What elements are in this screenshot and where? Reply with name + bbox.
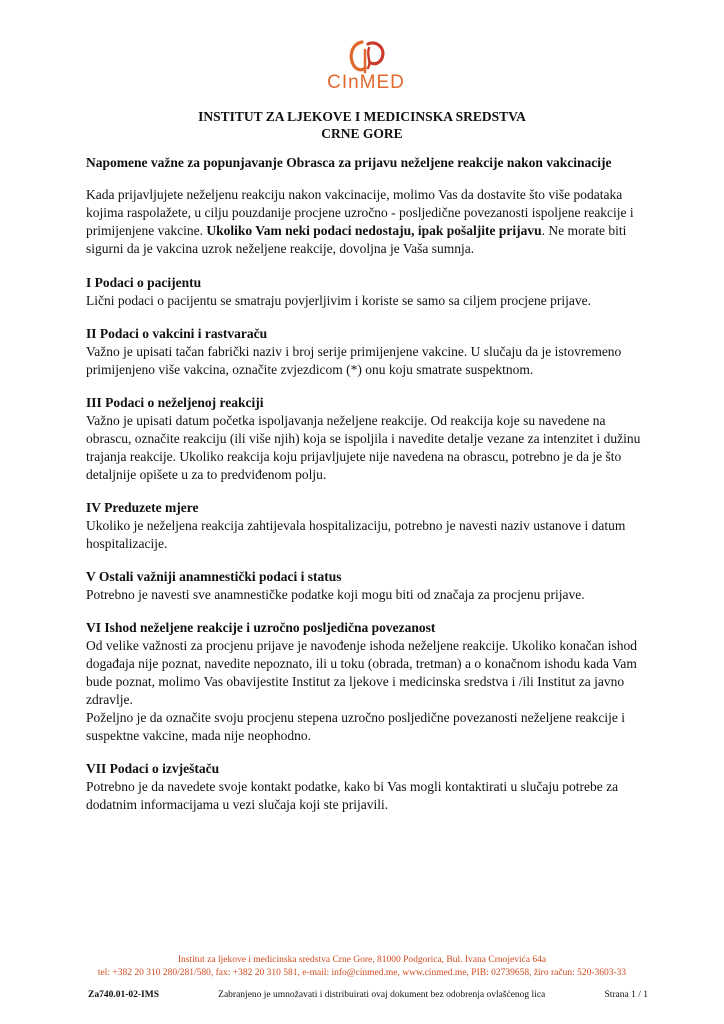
section-measures bbox=[86, 499, 646, 553]
section-paragraph: Potrebno je da navedete svoje kontakt podatke, kako bi Vas mogli kontaktirati u slučaju potrebe za dodatnim informacijama u vezi slučaja koji ste prijavili. bbox=[86, 779, 619, 812]
section-anamnesis bbox=[86, 568, 646, 604]
section-title: IV Preduzete mjere bbox=[86, 500, 199, 515]
intro-text-start: Kada prijavljujete neželjenu reakciju nakon vakcinacije, molimo Vas da dostavite što više podataka kojima raspolažete, u cilju pouzdanije procjene uzročno - posljedične povezanosti ispoljene reakcije i primijenjene vakcine. bbox=[86, 187, 634, 238]
section-paragraph: Od velike važnosti za procjenu prijave je navođenje ishoda neželjene reakcije. Ukoliko konačan ishod događaja nije poznat, navedite nepoznato, ili u toku (obrada, tretman) a o konačnom ishodu kada Vam bude poznat, molimo Vas obavijestite Institut za ljekove i medicinska sredstva i /ili Institut za javno zdravlje. bbox=[86, 638, 638, 707]
page-number: Strana 1 / 1 bbox=[604, 990, 648, 1000]
document-body bbox=[86, 154, 646, 829]
section-patient bbox=[86, 274, 646, 310]
cinmed-logo bbox=[318, 38, 414, 94]
institute-title-line2: CRNE GORE bbox=[321, 126, 403, 141]
section-reporter bbox=[86, 760, 646, 814]
section-title: VII Podaci o izvještaču bbox=[86, 761, 220, 776]
institute-title bbox=[0, 108, 724, 142]
document-heading: Napomene važne za popunjavanje Obrasca za prijavu neželjene reakcije nakon vakcinacije bbox=[86, 155, 612, 170]
section-adverse-reaction bbox=[86, 394, 646, 484]
section-title: I Podaci o pacijentu bbox=[86, 275, 202, 290]
section-vaccine bbox=[86, 325, 646, 379]
footer-contacts: tel: +382 20 310 280/281/580, fax: +382 20 310 581, e-mail: info@cinmed.me, www.cinmed.me, PIB: 02739658, žiro račun: 520-3603-33 bbox=[97, 968, 627, 978]
footer-address-block bbox=[0, 954, 724, 980]
logo-text: CInMED bbox=[327, 72, 405, 93]
copy-notice: Zabranjeno je umnožavati i distribuirati ovaj dokument bez odobrenja ovlašćenog lica bbox=[218, 990, 546, 1000]
section-paragraph: Ukoliko je neželjena reakcija zahtijevala hospitalizaciju, potrebno je navesti naziv ustanove i datum hospitalizacije. bbox=[86, 518, 626, 551]
section-title: III Podaci o neželjenoj reakciji bbox=[86, 395, 264, 410]
intro-text-end: . Ne morate biti sigurni da je vakcina uzrok neželjene reakcije, dovoljna je Vaša sumnja. bbox=[86, 223, 627, 256]
section-title: V Ostali važniji anamnestički podaci i status bbox=[86, 569, 342, 584]
intro-paragraph bbox=[86, 186, 646, 258]
section-title: II Podaci o vakcini i rastvaraču bbox=[86, 326, 268, 341]
footer-bottom-line bbox=[88, 990, 648, 1000]
section-outcome bbox=[86, 619, 646, 745]
section-title: VI Ishod neželjene reakcije i uzročno posljedična povezanost bbox=[86, 620, 436, 635]
section-paragraph: Potrebno je navesti sve anamnestičke podatke koji mogu biti od značaja za procjenu prijave. bbox=[86, 587, 585, 602]
institute-title-line1: INSTITUT ZA LJEKOVE I MEDICINSKA SREDSTVA bbox=[198, 109, 526, 124]
section-paragraph: Važno je upisati tačan fabrički naziv i broj serije primijenjene vakcine. U slučaju da je istovremeno primijenjeno više vakcina, označite zvjezdicom (*) onu koju smatrate suspektnom. bbox=[86, 344, 622, 377]
cinmed-logo-icon bbox=[344, 38, 388, 74]
section-paragraph: Važno je upisati datum početka ispoljavanja neželjene reakcije. Od reakcija koje su navedene na obrascu, označite reakciju (ili više njih) koja se ispoljila i navedite detalje vezane za intenzitet i dužinu trajanja reakcije. Ukoliko reakcija koju prijavljujete nije navedena na obrascu, potrebno je da je što detaljnije opišete u za to predviđenom polju. bbox=[86, 413, 641, 482]
intro-text-emphasis: Ukoliko Vam neki podaci nedostaju, ipak pošaljite prijavu bbox=[206, 223, 542, 238]
section-paragraph: Lični podaci o pacijentu se smatraju povjerljivim i koriste se samo sa ciljem procjene prijave. bbox=[86, 293, 591, 308]
document-code: Za740.01-02-IMS bbox=[88, 990, 159, 1000]
section-paragraph: Poželjno je da označite svoju procjenu stepena uzročno posljedične povezanosti neželjene reakcije i suspektne vakcine, mada nije neophodno. bbox=[86, 710, 626, 743]
footer-address: Institut za ljekove i medicinska sredstva Crne Gore, 81000 Podgorica, Bul. Ivana Crnojevića 64a bbox=[177, 955, 547, 965]
